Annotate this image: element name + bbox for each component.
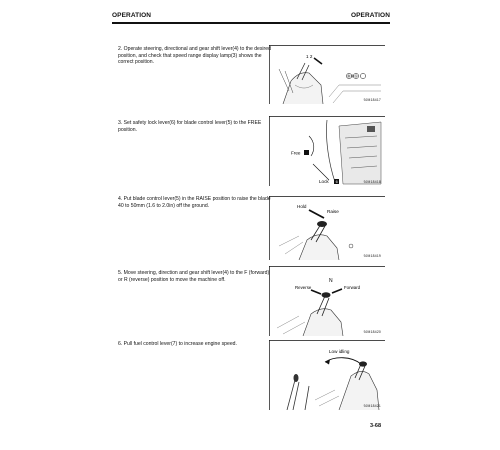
header-left: OPERATION (112, 12, 152, 19)
fuel-lever-illustration (269, 340, 385, 410)
page-number: 3-68 (370, 423, 382, 429)
free-label-prefix: F (291, 150, 294, 156)
safety-lock-illustration (269, 116, 385, 186)
figure-id: 9JM18417 (363, 98, 381, 102)
figure-id: 9JM18421 (363, 404, 381, 408)
svg-text:Free (291, 151, 301, 156)
raise-label: Raise (327, 209, 339, 214)
free-label-suffix: ree (293, 150, 301, 156)
forward-label: Forward (344, 285, 361, 290)
step-2-figure (269, 45, 385, 104)
header-right: OPERATION (350, 12, 390, 19)
gear-label: 1 2 (306, 54, 313, 59)
neutral-label: N (329, 278, 333, 284)
lever-display-illustration (269, 45, 385, 104)
figure-id: 9JM18420 (363, 330, 381, 334)
step-3-text: 3. Set safety lock lever(6) for blade control lever(5) to the FREE position. (118, 120, 262, 133)
step-4-text: 4. Put blade control lever(5) in the RAISE position to raise the blade 40 to 50mm (1.6 to 2.0in) off the ground. (118, 196, 271, 209)
direction-lever-illustration (269, 266, 385, 336)
speed-lamps-label: ③②① (346, 73, 358, 79)
step-2-text: 2. Operate steering, directional and gear shift lever(4) to the desired position, and check that speed range display lamp(3) shows the correct position. (118, 46, 271, 66)
step-4-figure (269, 196, 385, 260)
blade-lever-illustration (269, 196, 385, 260)
hold-label: Hold (297, 204, 307, 209)
figure-id: 9JM18418 (363, 180, 381, 184)
lever-number: 6 (335, 180, 338, 185)
step-6-figure (269, 340, 385, 410)
header-rule (112, 22, 390, 24)
reverse-label: Reverse (295, 285, 312, 290)
step-5-figure (269, 266, 385, 336)
step-3-figure (269, 116, 385, 186)
low-idling-label: Low idling (329, 349, 350, 354)
step-5-text: 5. Move steering, direction and gear shift lever(4) to the F (forward) or R (reverse) position to move the machine off. (118, 270, 270, 283)
step-6-text: 6. Pull fuel control lever(7) to increase engine speed. (118, 341, 237, 347)
figure-id: 9JM18419 (363, 254, 381, 258)
lock-label: Lock (319, 179, 329, 184)
